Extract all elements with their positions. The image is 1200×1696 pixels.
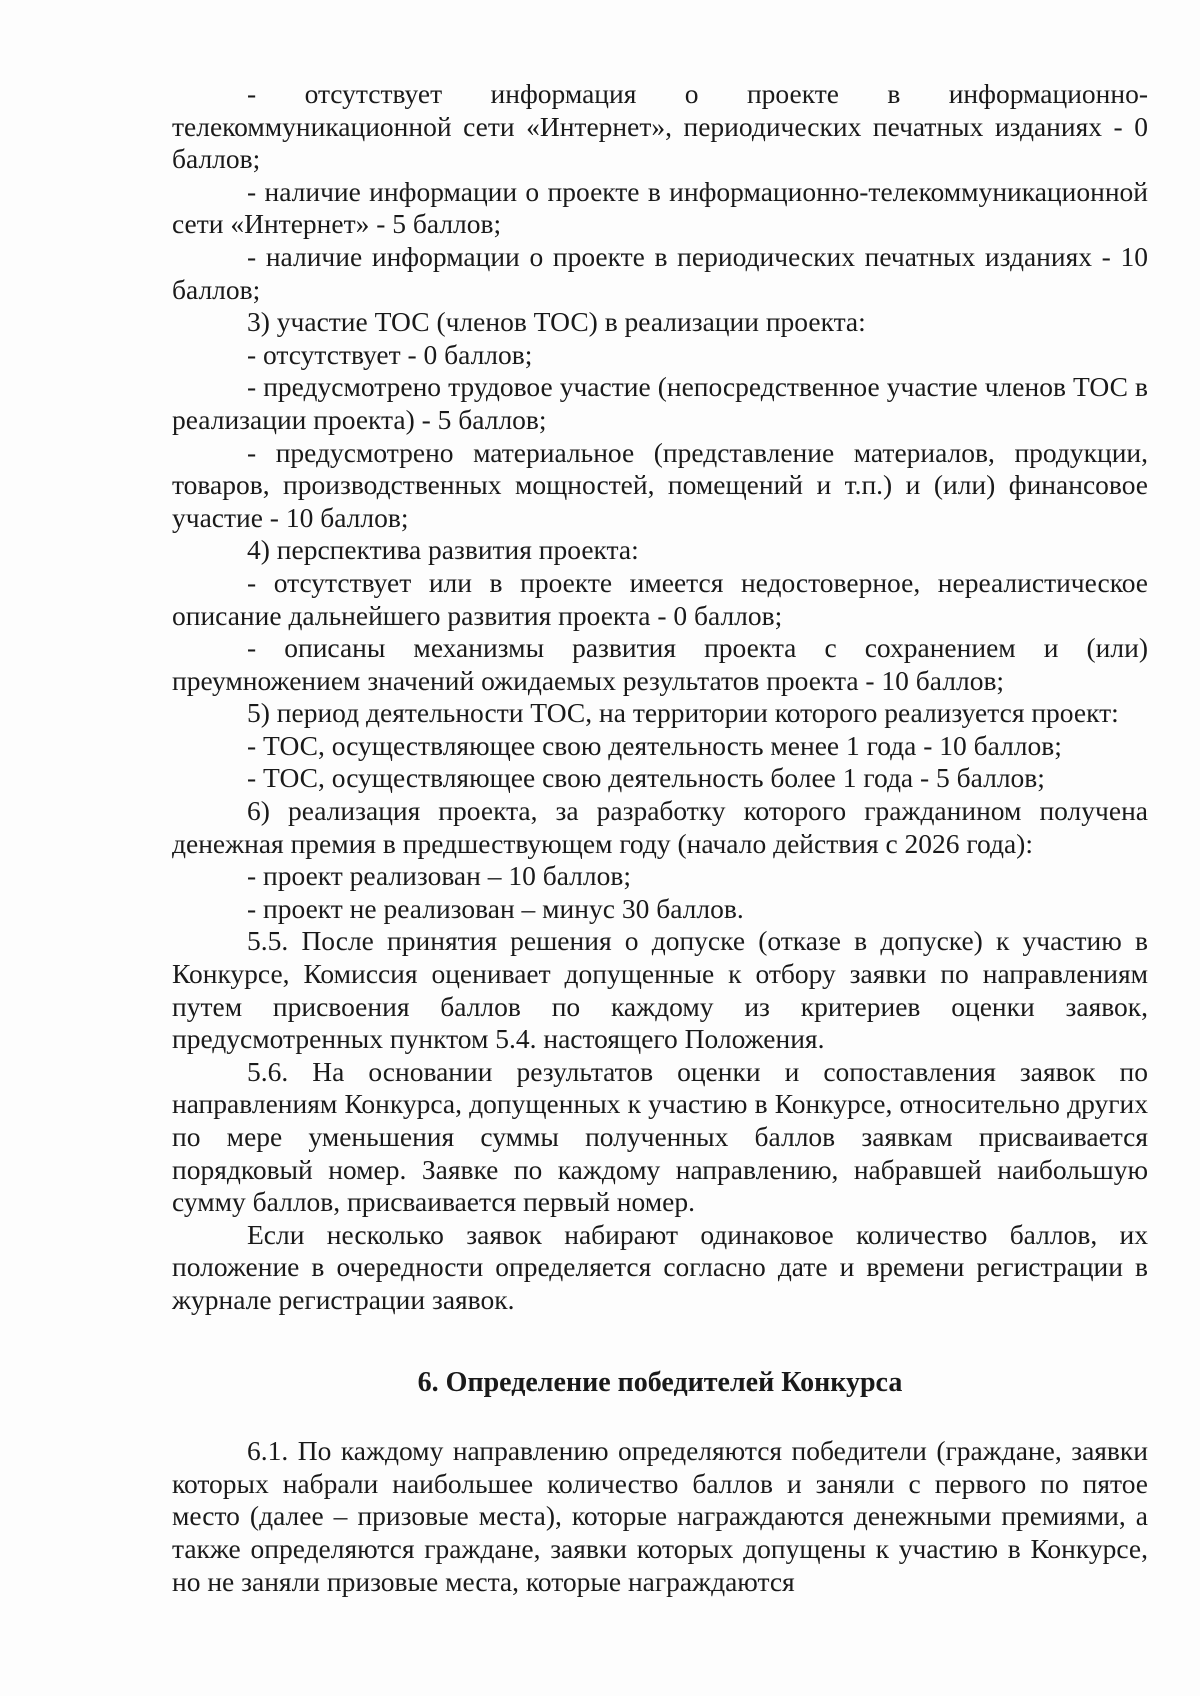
paragraph-development-mechanisms: - описаны механизмы развития проекта с сохранением и (или) преумножением значений ожидаемых результатов проекта - 10 баллов; — [172, 632, 1148, 696]
paragraph-criterion-3: 3) участие ТОС (членов ТОС) в реализации проекта: — [247, 306, 866, 338]
paragraph-labor-participation: - предусмотрено трудовое участие (непосредственное участие членов ТОС в реализации проекта) - 5 баллов; — [172, 371, 1148, 435]
paragraph-criterion-6: 6) реализация проекта, за разработку которого гражданином получена денежная премия в предшествующем году (начало действия с 2026 года): — [172, 795, 1148, 859]
paragraph-material-participation: - предусмотрено материальное (представление материалов, продукции, товаров, производственных мощностей, помещений и т.п.) и (или) финансовое участие - 10 баллов; — [172, 436, 1148, 533]
paragraph-project-implemented: - проект реализован – 10 баллов; — [247, 860, 631, 892]
paragraph-criterion-5: 5) период деятельности ТОС, на территории которого реализуется проект: — [247, 697, 1119, 729]
paragraph-tos-less-1-year: - ТОС, осуществляющее свою деятельность менее 1 года - 10 баллов; — [247, 729, 1062, 761]
paragraph-5-5: 5.5. После принятия решения о допуске (отказе в допуске) к участию в Конкурсе, Комиссия оценивает допущенные к отбору заявки по направлениям путем присвоения баллов по каждому из критериев оценки заявок, предусмотренных пунктом 5.4. настоящего Положения. — [172, 925, 1148, 1055]
paragraph-6-1: 6.1. По каждому направлению определяются победители (граждане, заявки которых набрали наибольшее количество баллов и заняли с первого по пятое место (далее – призовые места), которые награждаются денежными премиями, а также определяются граждане, заявки которых допущены к участию в Конкурсе, но не заняли призовые места, которые награждаются — [172, 1435, 1148, 1597]
paragraph-no-info: - отсутствует информация о проекте в информационно-телекоммуникационной сети «Интернет», периодических печатных изданиях - 0 баллов; — [172, 78, 1148, 175]
paragraph-project-not-implemented: - проект не реализован – минус 30 баллов. — [247, 892, 744, 924]
paragraph-internet-info: - наличие информации о проекте в информационно-телекоммуникационной сети «Интернет» - 5 баллов; — [172, 175, 1148, 240]
paragraph-print-info: - наличие информации о проекте в периодических печатных изданиях - 10 баллов; — [172, 240, 1148, 305]
paragraph-equal-scores: Если несколько заявок набирают одинаковое количество баллов, их положение в очередности определяется согласно дате и времени регистрации в журнале регистрации заявок. — [172, 1218, 1148, 1315]
section-heading: 6. Определение победителей Конкурса — [417, 1366, 903, 1398]
paragraph-absent: - отсутствует - 0 баллов; — [247, 338, 533, 370]
paragraph-criterion-4: 4) перспектива развития проекта: — [247, 534, 639, 566]
paragraph-5-6: 5.6. На основании результатов оценки и сопоставления заявок по направлениям Конкурса, допущенных к участию в Конкурсе, относительно других по мере уменьшения суммы полученных баллов заявкам присваивается порядковый номер. Заявке по каждому направлению, набравшей наибольшую сумму баллов, присваивается первый номер. — [172, 1055, 1148, 1218]
paragraph-no-development: - отсутствует или в проекте имеется недостоверное, нереалистическое описание дальнейшего развития проекта - 0 баллов; — [172, 566, 1148, 631]
paragraph-tos-more-1-year: - ТОС, осуществляющее свою деятельность более 1 года - 5 баллов; — [247, 762, 1045, 794]
